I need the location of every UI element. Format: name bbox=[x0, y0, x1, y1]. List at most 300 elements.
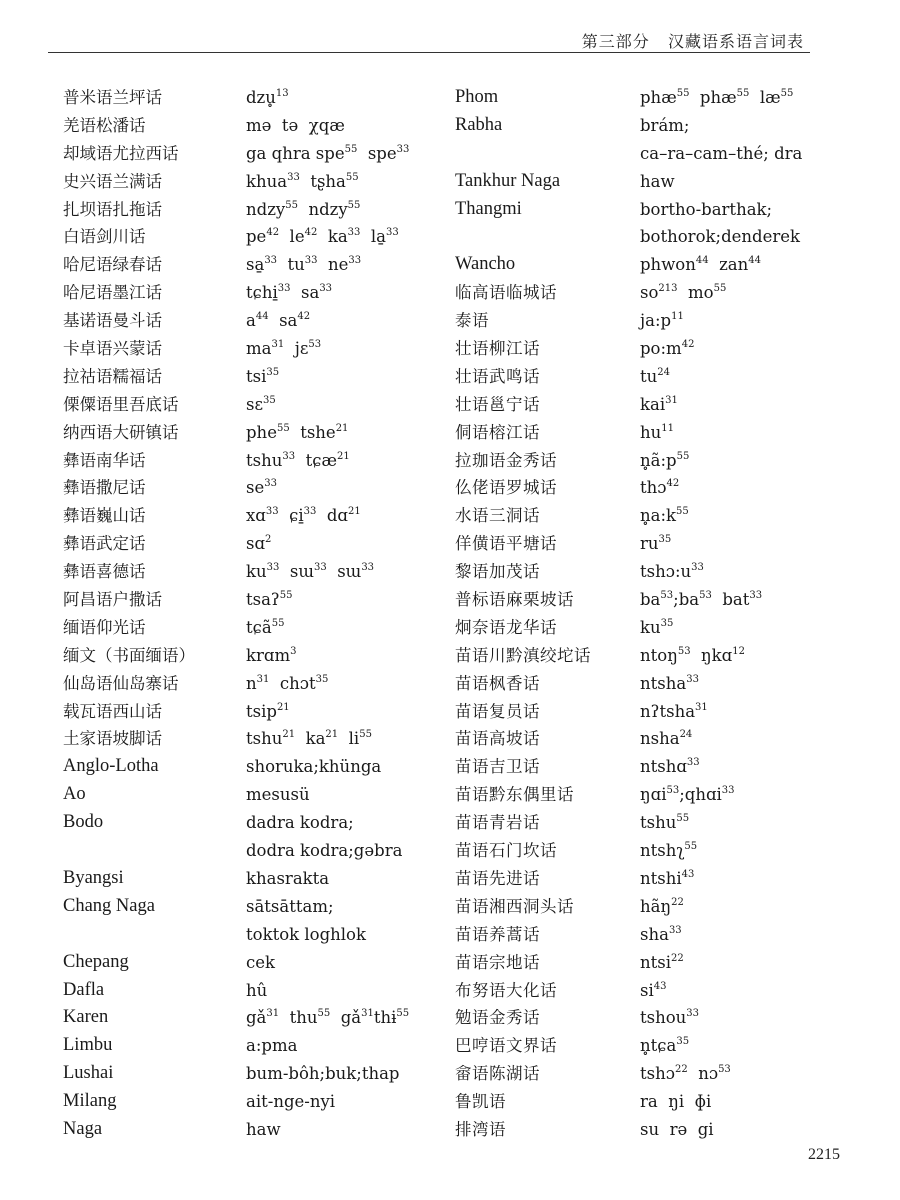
tone-number: 44 bbox=[695, 255, 709, 267]
word-form bbox=[246, 921, 409, 949]
tone-number: 42 bbox=[297, 311, 311, 323]
language-name: Naga bbox=[63, 1118, 103, 1139]
tone-number: 2 bbox=[265, 534, 272, 546]
form-segment: n bbox=[246, 673, 257, 693]
form-segment: n̥a:k bbox=[640, 506, 677, 526]
language-name: 勉语金秀话 bbox=[455, 1008, 540, 1028]
tone-number: 55 bbox=[396, 1008, 410, 1020]
form-segment: se bbox=[246, 478, 265, 498]
language-name: 拉祜语糯福话 bbox=[63, 366, 162, 386]
form-segment: a bbox=[246, 311, 256, 331]
form-segment: ŋɑi bbox=[640, 785, 667, 805]
word-form bbox=[246, 1032, 409, 1060]
form-segment: jɛ bbox=[284, 339, 309, 359]
word-form bbox=[640, 363, 802, 391]
word-form bbox=[246, 725, 409, 753]
form-segment: li bbox=[338, 729, 360, 749]
tone-number: 55 bbox=[344, 143, 358, 155]
tone-number: 55 bbox=[676, 88, 690, 99]
form-segment: kai bbox=[640, 394, 666, 414]
form-segment: hu bbox=[640, 422, 662, 442]
tone-number: 55 bbox=[713, 283, 727, 295]
word-form bbox=[246, 1004, 409, 1032]
tone-number: 35 bbox=[263, 394, 276, 406]
word-form bbox=[246, 307, 409, 335]
word-form bbox=[246, 391, 409, 419]
tone-number: 33 bbox=[721, 785, 735, 797]
language-name bbox=[63, 921, 195, 949]
tone-number: 21 bbox=[282, 729, 296, 741]
word-form bbox=[246, 196, 409, 224]
tone-number: 53 bbox=[660, 590, 674, 602]
language-name: 苗语枫香话 bbox=[455, 673, 540, 693]
word-form bbox=[246, 586, 409, 614]
word-form bbox=[640, 670, 802, 698]
language-name: 泰语 bbox=[455, 311, 489, 331]
form-segment: ja:p bbox=[640, 311, 672, 331]
form-segment: cek bbox=[246, 952, 276, 972]
section-title: 汉藏语系语言词表 bbox=[667, 32, 804, 51]
language-name: 拉珈语金秀话 bbox=[455, 450, 557, 470]
tone-number: 55 bbox=[317, 1008, 331, 1020]
tone-number: 11 bbox=[661, 422, 674, 434]
form-segment: tshu bbox=[246, 729, 283, 749]
form-column-left bbox=[246, 84, 409, 1144]
language-name: Bodo bbox=[63, 812, 104, 833]
language-name: 史兴语兰满话 bbox=[63, 171, 162, 191]
tone-number: 13 bbox=[275, 88, 289, 99]
form-column-right bbox=[640, 84, 802, 1144]
form-segment: phe bbox=[246, 422, 277, 442]
form-segment: krɑm bbox=[246, 645, 291, 665]
language-name: 苗语青岩话 bbox=[455, 813, 540, 833]
form-segment: tshu bbox=[640, 813, 677, 833]
form-segment: tshɔ bbox=[640, 1064, 675, 1084]
form-segment: pe bbox=[246, 227, 267, 247]
form-segment: tu bbox=[277, 255, 305, 275]
word-form bbox=[640, 1116, 802, 1144]
form-segment: haw bbox=[246, 1119, 281, 1139]
word-form bbox=[246, 112, 409, 140]
word-form bbox=[640, 1004, 802, 1032]
tone-number: 12 bbox=[732, 645, 745, 657]
form-segment: sɯ bbox=[279, 562, 314, 582]
word-form bbox=[246, 335, 409, 363]
tone-number: 44 bbox=[748, 255, 761, 267]
form-segment: dadra kodra; bbox=[246, 813, 354, 833]
word-form bbox=[246, 1116, 409, 1144]
language-name: 苗语湘西洞头话 bbox=[455, 896, 574, 916]
tone-number: 31 bbox=[256, 673, 270, 685]
form-segment: phæ bbox=[689, 88, 737, 107]
word-form bbox=[246, 809, 409, 837]
tone-number: 33 bbox=[313, 562, 327, 574]
form-segment: su rə gi bbox=[640, 1119, 714, 1139]
form-segment: nsha bbox=[640, 729, 680, 749]
tone-number: 44 bbox=[255, 311, 269, 323]
form-segment: dodra kodra;gəbra bbox=[246, 841, 403, 861]
word-form bbox=[246, 363, 409, 391]
language-name bbox=[455, 223, 591, 251]
form-segment: sɛ bbox=[246, 394, 264, 414]
tone-number: 35 bbox=[315, 673, 329, 685]
section-label: 第三部分 bbox=[581, 32, 650, 51]
language-name bbox=[63, 837, 195, 865]
language-name: 苗语先进话 bbox=[455, 868, 540, 888]
word-form bbox=[246, 614, 409, 642]
tone-number: 33 bbox=[304, 255, 318, 267]
tone-number: 24 bbox=[679, 729, 693, 741]
language-name: Dafla bbox=[63, 979, 105, 1000]
form-segment: ;ba bbox=[673, 590, 700, 610]
word-form bbox=[640, 921, 802, 949]
word-form bbox=[640, 502, 802, 530]
language-name: Milang bbox=[63, 1091, 117, 1112]
tone-number: 21 bbox=[336, 450, 350, 462]
form-segment: ntshɑ bbox=[640, 757, 687, 777]
form-segment: ntshʅ bbox=[640, 841, 685, 861]
tone-number: 24 bbox=[657, 366, 670, 378]
language-name: 彝语巍山话 bbox=[63, 506, 146, 526]
form-segment: tshou bbox=[640, 1008, 687, 1028]
header-rule bbox=[48, 52, 810, 53]
word-form bbox=[246, 447, 409, 475]
word-form bbox=[640, 196, 802, 224]
form-segment: toktok loghlok bbox=[246, 924, 366, 944]
tone-number: 21 bbox=[347, 506, 361, 518]
form-segment: gǎ bbox=[330, 1008, 362, 1028]
word-form bbox=[246, 419, 409, 447]
form-segment: ru bbox=[640, 534, 659, 554]
form-segment: ka bbox=[295, 729, 326, 749]
form-segment: nʔtsha bbox=[640, 701, 696, 721]
word-form bbox=[246, 1060, 409, 1088]
word-form bbox=[640, 586, 802, 614]
form-segment: ra ŋi ɸi bbox=[640, 1092, 712, 1112]
form-segment: phæ bbox=[640, 88, 677, 107]
language-name: 羌语松潘话 bbox=[63, 115, 146, 135]
word-form bbox=[246, 698, 409, 726]
word-form bbox=[246, 223, 409, 251]
word-form bbox=[640, 837, 802, 865]
language-name: Chang Naga bbox=[63, 895, 155, 916]
language-name: Anglo-Lotha bbox=[63, 756, 159, 777]
form-segment: le bbox=[279, 227, 305, 247]
tone-number: 33 bbox=[303, 506, 317, 518]
language-name: 却域语尤拉西话 bbox=[63, 143, 179, 163]
form-segment: ntshi bbox=[640, 868, 682, 888]
word-form bbox=[640, 614, 802, 642]
form-segment: haw bbox=[640, 171, 675, 191]
form-segment: shoruka;khünga bbox=[246, 757, 382, 777]
word-form bbox=[640, 893, 802, 921]
language-name: 仙岛语仙岛寨话 bbox=[63, 673, 179, 693]
tone-number: 35 bbox=[676, 1036, 690, 1048]
page-number: 2215 bbox=[808, 1146, 840, 1163]
form-segment: sātsāttam; bbox=[246, 896, 334, 916]
form-segment: dɑ bbox=[316, 506, 348, 526]
word-form bbox=[640, 335, 802, 363]
word-form bbox=[246, 1088, 409, 1116]
form-segment: bat bbox=[711, 590, 750, 610]
language-name: 佯僙语平塘话 bbox=[455, 534, 557, 554]
word-form bbox=[640, 419, 802, 447]
tone-number: 33 bbox=[266, 562, 280, 574]
form-segment: n̥ã:p bbox=[640, 450, 677, 470]
language-name: 苗语高坡话 bbox=[455, 729, 540, 749]
language-name: Ao bbox=[63, 784, 86, 805]
form-segment: tshe bbox=[289, 422, 336, 442]
tone-number: 42 bbox=[304, 227, 318, 239]
tone-number: 33 bbox=[264, 255, 278, 267]
form-segment: bortho-barthak; bbox=[640, 199, 773, 219]
word-form bbox=[246, 865, 409, 893]
form-segment: tɕhi̱ bbox=[246, 283, 278, 303]
form-segment: hãŋ bbox=[640, 896, 672, 916]
language-name: Wancho bbox=[455, 254, 516, 275]
tone-number: 43 bbox=[681, 868, 695, 880]
language-name: 彝语武定话 bbox=[63, 534, 146, 554]
tone-number: 31 bbox=[695, 701, 708, 713]
word-form bbox=[246, 977, 409, 1005]
word-form bbox=[246, 502, 409, 530]
tone-number: 55 bbox=[359, 729, 372, 741]
form-segment: tsi bbox=[246, 366, 267, 386]
form-segment: zan bbox=[708, 255, 749, 275]
language-name: 扎坝语扎拖话 bbox=[63, 199, 162, 219]
form-segment: n̥tɕa bbox=[640, 1036, 677, 1056]
form-segment: ne bbox=[317, 255, 349, 275]
form-segment: ga qhra spe bbox=[246, 143, 345, 163]
tone-number: 55 bbox=[347, 199, 361, 211]
tone-number: 55 bbox=[676, 506, 689, 518]
language-column-right bbox=[455, 84, 591, 1144]
word-form bbox=[246, 474, 409, 502]
form-segment: ŋkɑ bbox=[690, 645, 733, 665]
language-name: 畲语陈湖话 bbox=[455, 1064, 540, 1084]
form-segment: ndzy bbox=[297, 199, 348, 219]
tone-number: 33 bbox=[749, 590, 763, 602]
form-segment: xɑ bbox=[246, 506, 266, 526]
language-name: 苗语宗地话 bbox=[455, 952, 540, 972]
form-segment: ntsha bbox=[640, 673, 687, 693]
language-name: 傈僳语里吾底话 bbox=[63, 394, 179, 414]
tone-number: 53 bbox=[718, 1064, 731, 1076]
form-segment: læ bbox=[749, 88, 781, 107]
tone-number: 33 bbox=[686, 673, 699, 685]
tone-number: 53 bbox=[699, 590, 712, 602]
word-form bbox=[640, 223, 802, 251]
tone-number: 42 bbox=[666, 478, 680, 490]
word-form bbox=[640, 279, 802, 307]
form-segment: khua bbox=[246, 171, 288, 191]
form-segment: tɕã bbox=[246, 617, 272, 637]
form-segment: tu bbox=[640, 366, 658, 386]
tone-number: 53 bbox=[677, 645, 691, 657]
language-name: 巴哼语文界话 bbox=[455, 1036, 557, 1056]
tone-number: 33 bbox=[319, 283, 333, 295]
word-form bbox=[246, 670, 409, 698]
form-segment: khasrakta bbox=[246, 868, 330, 888]
language-name: 哈尼语墨江话 bbox=[63, 283, 162, 303]
language-name: 苗语川黔滇绞坨话 bbox=[455, 645, 591, 665]
tone-number: 213 bbox=[658, 283, 678, 295]
form-segment: gǎ bbox=[246, 1008, 267, 1028]
language-name: 哈尼语绿春话 bbox=[63, 255, 162, 275]
word-form bbox=[246, 893, 409, 921]
form-segment: thɨ bbox=[373, 1008, 397, 1028]
language-name bbox=[455, 140, 591, 168]
form-segment: so bbox=[640, 283, 659, 303]
language-name: 水语三洞话 bbox=[455, 506, 540, 526]
word-form bbox=[640, 781, 802, 809]
language-name: 布努语大化话 bbox=[455, 980, 557, 1000]
form-segment: sa bbox=[290, 283, 320, 303]
word-form bbox=[640, 391, 802, 419]
word-form bbox=[640, 809, 802, 837]
language-name: 鲁凯语 bbox=[455, 1092, 506, 1112]
form-segment: thu bbox=[279, 1008, 318, 1028]
language-name: 壮语武鸣话 bbox=[455, 366, 540, 386]
tone-number: 55 bbox=[271, 617, 285, 629]
language-name: 仫佬语罗城话 bbox=[455, 478, 557, 498]
language-name: 载瓦语西山话 bbox=[63, 701, 162, 721]
word-form bbox=[640, 725, 802, 753]
form-segment: bum-bôh;buk;thap bbox=[246, 1064, 400, 1084]
word-form bbox=[640, 698, 802, 726]
tone-number: 22 bbox=[671, 896, 684, 908]
form-segment: nɔ bbox=[687, 1064, 719, 1084]
form-segment: ku bbox=[246, 562, 267, 582]
form-segment: a:pma bbox=[246, 1036, 298, 1056]
word-form bbox=[640, 140, 802, 168]
tone-number: 31 bbox=[271, 339, 285, 351]
language-name: 排湾语 bbox=[455, 1119, 506, 1139]
language-name: Chepang bbox=[63, 951, 129, 972]
word-form bbox=[640, 642, 802, 670]
form-segment: mesusü bbox=[246, 785, 310, 805]
tone-number: 33 bbox=[265, 506, 279, 518]
form-segment: ɕi̱ bbox=[278, 506, 304, 526]
language-name: 基诺语曼斗话 bbox=[63, 311, 162, 331]
word-form bbox=[640, 949, 802, 977]
language-name: Thangmi bbox=[455, 198, 522, 219]
language-name: 炯奈语龙华话 bbox=[455, 617, 557, 637]
tone-number: 33 bbox=[287, 171, 300, 183]
language-name: 普米语兰坪话 bbox=[63, 88, 162, 107]
language-name: 缅文（书面缅语） bbox=[63, 645, 195, 665]
tone-number: 33 bbox=[264, 478, 277, 490]
form-segment: tɕæ bbox=[295, 450, 337, 470]
word-form bbox=[246, 168, 409, 196]
language-name: 土家语坡脚话 bbox=[63, 729, 162, 749]
tone-number: 22 bbox=[671, 952, 684, 964]
word-form bbox=[640, 474, 802, 502]
word-form bbox=[640, 530, 802, 558]
word-form bbox=[640, 865, 802, 893]
word-form bbox=[640, 977, 802, 1005]
language-name: 临高语临城话 bbox=[455, 283, 557, 303]
word-form bbox=[246, 753, 409, 781]
language-name: 黎语加茂话 bbox=[455, 562, 540, 582]
form-segment: tsaʔ bbox=[246, 590, 280, 610]
running-head bbox=[582, 29, 804, 52]
word-form bbox=[640, 307, 802, 335]
language-name: 侗语榕江话 bbox=[455, 422, 540, 442]
tone-number: 33 bbox=[277, 283, 291, 295]
language-name: 壮语邕宁话 bbox=[455, 394, 540, 414]
language-name: 彝语撒尼话 bbox=[63, 478, 146, 498]
tone-number: 55 bbox=[780, 88, 794, 99]
tone-number: 33 bbox=[361, 562, 375, 574]
form-segment: bothorok;denderek bbox=[640, 227, 800, 247]
language-name: Lushai bbox=[63, 1063, 114, 1084]
tone-number: 42 bbox=[681, 339, 695, 351]
form-segment: ;qhɑi bbox=[679, 785, 722, 805]
word-form bbox=[640, 753, 802, 781]
tone-number: 33 bbox=[668, 924, 682, 936]
tone-number: 55 bbox=[276, 422, 290, 434]
form-segment: tshɔ:u bbox=[640, 562, 692, 582]
word-form bbox=[640, 558, 802, 586]
language-name: 普标语麻栗坡话 bbox=[455, 590, 574, 610]
tone-number: 33 bbox=[686, 757, 700, 769]
language-name: 苗语吉卫话 bbox=[455, 757, 540, 777]
form-segment: ba bbox=[640, 590, 661, 610]
word-form bbox=[246, 140, 409, 168]
form-segment: dzu̥ bbox=[246, 88, 276, 107]
tone-number: 21 bbox=[335, 422, 349, 434]
form-segment: po:m bbox=[640, 339, 682, 359]
tone-number: 35 bbox=[660, 617, 674, 629]
tone-number: 33 bbox=[282, 450, 296, 462]
language-name: Karen bbox=[63, 1007, 109, 1028]
tone-number: 33 bbox=[686, 1008, 700, 1020]
form-segment: mə tə χqæ bbox=[246, 115, 345, 135]
form-segment: sha bbox=[640, 924, 669, 944]
tone-number: 53 bbox=[666, 785, 680, 797]
language-name: 壮语柳江话 bbox=[455, 339, 540, 359]
language-name: Rabha bbox=[455, 114, 503, 135]
tone-number: 42 bbox=[266, 227, 280, 239]
word-form bbox=[246, 781, 409, 809]
form-segment: thɔ bbox=[640, 478, 667, 498]
tone-number: 55 bbox=[684, 841, 698, 853]
tone-number: 55 bbox=[279, 590, 293, 602]
word-form bbox=[246, 642, 409, 670]
language-name: Limbu bbox=[63, 1035, 113, 1056]
word-form bbox=[640, 84, 802, 112]
form-segment: la̱ bbox=[360, 227, 387, 247]
tone-number: 55 bbox=[285, 199, 298, 211]
word-form bbox=[246, 84, 409, 112]
language-name: 苗语黔东偶里话 bbox=[455, 785, 574, 805]
form-segment: ku bbox=[640, 617, 661, 637]
language-name: 彝语喜德话 bbox=[63, 562, 146, 582]
language-name: 苗语复员话 bbox=[455, 701, 540, 721]
word-form bbox=[640, 1088, 802, 1116]
tone-number: 33 bbox=[386, 227, 399, 239]
language-name: 苗语石门坎话 bbox=[455, 841, 557, 861]
tone-number: 31 bbox=[361, 1008, 374, 1020]
form-segment: ndzy bbox=[246, 199, 286, 219]
tone-number: 33 bbox=[396, 143, 410, 155]
language-name: Tankhur Naga bbox=[455, 170, 561, 191]
tone-number: 33 bbox=[348, 255, 362, 267]
form-segment: tshu bbox=[246, 450, 283, 470]
word-form bbox=[640, 112, 802, 140]
language-name: 卡卓语兴蒙话 bbox=[63, 339, 162, 359]
